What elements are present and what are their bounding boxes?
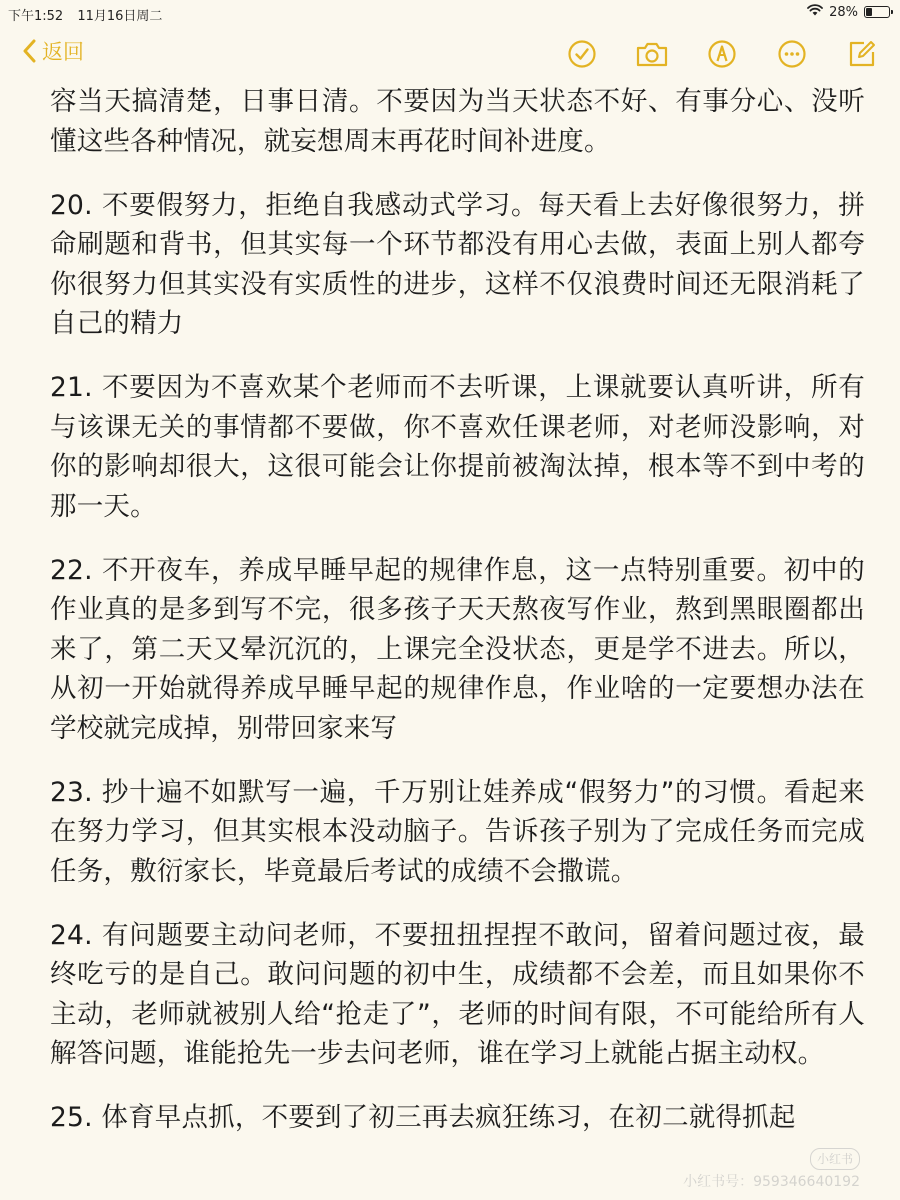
status-right (807, 4, 890, 20)
note-paragraph: 23. 抄十遍不如默写一遍，千万别让娃养成“假努力”的习惯。看起来在努力学习，但其实根本没动脑子。告诉孩子别为了完成任务而完成任务，敷衍家长，毕竟最后考试的成绩不会撒谎。 (50, 776, 865, 887)
note-paragraph: 20. 不要假努力，拒绝自我感动式学习。每天看上去好像很努力，拼命刷题和背书，但其实每一个环节都没有用心去做，表面上别人都夸你很努力但其实没有实质性的进步，这样不仅浪费时间还无限消耗了自己的精力 (50, 189, 865, 339)
watermark (683, 1148, 860, 1192)
chevron-left-icon (22, 39, 36, 63)
compose-icon[interactable] (844, 36, 880, 72)
note-paragraph: 22. 不开夜车，养成早睡早起的规律作息，这一点特别重要。初中的作业真的是多到写不完，很多孩子天天熬夜写作业，熬到黑眼圈都出来了，第二天又晕沉沉的，上课完全没状态，更是学不进去。所以，从初一开始就得养成早睡早起的规律作息，作业啥的一定要想办法在学校就完成掉，别带回家来写 (50, 554, 865, 744)
note-toolbar (0, 26, 900, 82)
wifi-icon (807, 4, 823, 20)
watermark-logo: 小红书 (810, 1148, 860, 1170)
toolbar-icons (564, 36, 880, 72)
status-date: 11月16日周二 (77, 9, 163, 24)
note-body[interactable] (50, 82, 865, 1162)
more-icon[interactable] (774, 36, 810, 72)
status-left (8, 5, 172, 24)
markup-pen-icon[interactable] (704, 36, 740, 72)
watermark-id: 小红书号：959346640192 (683, 1174, 860, 1190)
camera-icon[interactable] (634, 36, 670, 72)
checkmark-circle-icon[interactable] (564, 36, 600, 72)
note-paragraph: 21. 不要因为不喜欢某个老师而不去听课，上课就要认真听讲，所有与该课无关的事情都不要做，你不喜欢任课老师，对老师没影响，对你的影响却很大，这很可能会让你提前被淘汰掉，根本等不到中考的那一天。 (50, 372, 865, 522)
battery-percent: 28% (829, 4, 858, 20)
back-button[interactable] (22, 36, 84, 66)
note-paragraph: 24. 有问题要主动问老师，不要扭扭捏捏不敢问，留着问题过夜，最终吃亏的是自己。敢问问题的初中生，成绩都不会差，而且如果你不主动，老师就被别人给“抢走了”，老师的时间有限，不可能给所有人解答问题，谁能抢先一步去问老师，谁在学习上就能占据主动权。 (50, 919, 865, 1069)
status-bar (0, 0, 900, 26)
back-label: 返回 (42, 40, 84, 64)
battery-level (866, 8, 872, 16)
status-time: 下午1:52 (8, 9, 64, 24)
note-paragraph: 25. 体育早点抓，不要到了初三再去疯狂练习，在初二就得抓起 (50, 1102, 796, 1133)
note-paragraph: 容当天搞清楚，日事日清。不要因为当天状态不好、有事分心、没听懂这些各种情况，就妄想周末再花时间补进度。 (50, 86, 865, 157)
battery-icon (864, 6, 890, 18)
